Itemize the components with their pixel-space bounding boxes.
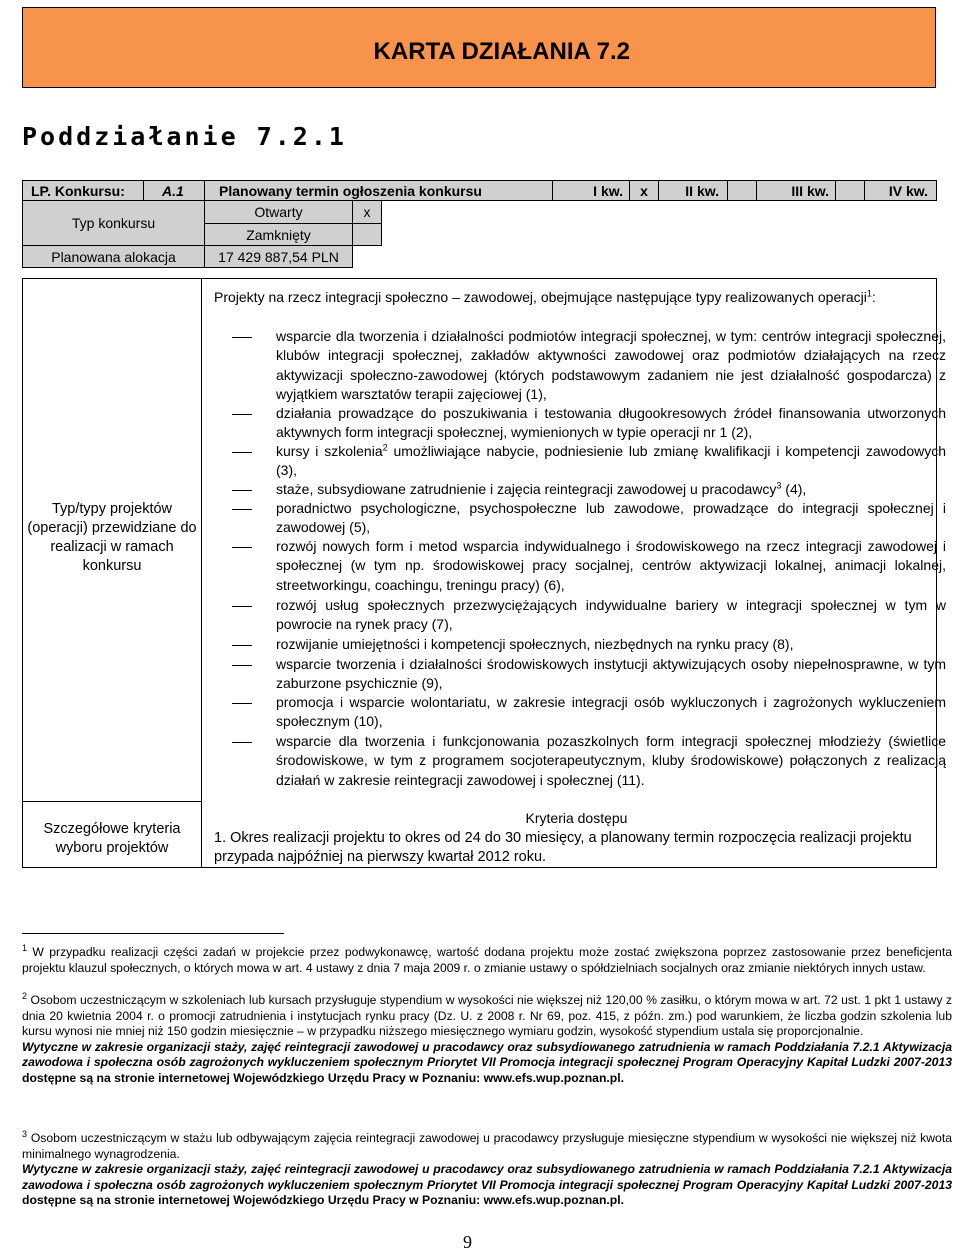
quarter-3-mark [835, 180, 865, 201]
subtitle: Poddziałanie 7.2.1 [22, 122, 347, 151]
list-dash [232, 509, 252, 510]
list-item: wsparcie tworzenia i działalności środowiskowych instytucji aktywizujących osoby niepełnosprawne, w tym zaburzone psychicznie (9), [276, 656, 946, 692]
list-dash [232, 645, 252, 646]
quarter-2-mark [727, 180, 757, 201]
alokacja-value: 17 429 887,54 PLN [204, 245, 353, 268]
quarter-3: III kw. [756, 180, 836, 201]
list-item: promocja i wsparcie wolontariatu, w zakresie integracji osób wykluczonych i zagrożonych wykluczeniem społecznym (10), [276, 694, 946, 730]
list-dash [232, 742, 252, 743]
criteria-heading: Kryteria dostępu [525, 810, 628, 826]
list-item: rozwój usług społecznych przezwyciężających indywidualne bariery w integracji społecznej w tym w powrocie na rynek pracy (7), [276, 597, 946, 633]
page-number: 9 [463, 1232, 472, 1252]
list-dash [232, 606, 252, 607]
list-item: działania prowadzące do poszukiwania i testowania długookresowych źródeł finansowania utworzonych aktywnych form integracji społecznej, wymienionych w typie operacji nr 1 (2), [276, 405, 946, 441]
list-dash [232, 665, 252, 666]
projects-intro: Projekty na rzecz integracji społeczno – zawodowej, obejmujące następujące typy realizowanych operacji$^1$: [214, 288, 876, 305]
criteria-item: 1. Okres realizacji projektu to okres od 24 do 30 miesięcy, a planowany termin rozpoczęcia realizacji projektu przypada najpóźniej na pierwszy kwartał 2012 roku. [214, 830, 912, 865]
lp-value: A.1 [143, 180, 205, 201]
zamkniety-label: Zamknięty [204, 223, 353, 246]
list-item: poradnictwo psychologiczne, psychospołeczne lub zawodowe, prowadzące do integracji społecznej i zawodowej (5), [276, 500, 946, 536]
termin-label: Planowany termin ogłoszenia konkursu [204, 180, 553, 201]
list-dash [232, 703, 252, 704]
project-types-label: Typ/typy projektów (operacji) przewidziane do realizacji w ramach konkursu [27, 501, 197, 574]
criteria-label: Szczegółowe kryteria wyboru projektów [43, 821, 181, 856]
row-divider [22, 801, 202, 802]
card-title: KARTA DZIAŁANIA 7.2 [373, 38, 630, 65]
footnote-2: $^2$ Osobom uczestniczącym w szkoleniach lub kursach przysługuje stypendium w wysokości nie większej niż 120,00 % zasiłku, o którym mowa w art. 72 ust. 1 pkt 1 ustawy z dnia 20 kwietnia 2004 r. o promocji zatrudnienia i instytucjach rynku pracy (Dz. U. z 2008 r. Nr 69, poz. 415, z późn. zm.) pod warunkiem, że liczba godzin szkolenia lub kursu wynosi nie mniej niż 150 godzin miesięcznie – w przypadku niższego miesięcznego wymiaru godzin, wysokość stypendium ustala się proporcjonalnie. Wytyczne w zakresie organizacji staży, zajęć reintegracji zawodowej u pracodawcy oraz subsydiowanego zatrudnienia w ramach Poddziałania 7.2.1 Aktywizacja zawodowa i społeczna osób zagrożonych wykluczeniem społecznym Priorytet VII Promocja integracji społecznej Program Operacyjny Kapitał Ludzki 2007-2013 dostępne są na stronie internetowej Wojewódzkiego Urzędu Pracy w Poznaniu: www.efs.wup.poznan.pl. [22, 990, 952, 1085]
zamkniety-mark [352, 223, 382, 246]
list-item: rozwój nowych form i metod wsparcia indywidualnego i środowiskowego na rzecz integracji zawodowej i społecznej (w tym np. środowiskowej pracy socjalnej, centrów aktywizacji lokalnej, animacji lokalnej, streetworkingu, coachingu, treningu pracy) (6), [276, 538, 946, 593]
list-item: rozwijanie umiejętności i kompetencji społecznych, niezbędnych na rynku pracy (8), [276, 636, 794, 652]
column-divider [201, 278, 202, 868]
list-dash [232, 452, 252, 453]
footnote-3: $^3$ Osobom uczestniczącym w stażu lub odbywającym zajęcia reintegracji zawodowej u pracodawcy przysługuje miesięczne stypendium w wysokości nie większej niż kwota minimalnego wynagrodzenia. Wytyczne w zakresie organizacji staży, zajęć reintegracji zawodowej u pracodawcy oraz subsydiowanego zatrudnienia w ramach Poddziałania 7.2.1 Aktywizacja zawodowa i społeczna osób zagrożonych wykluczeniem społecznym Priorytet VII Promocja integracji społecznej Program Operacyjny Kapitał Ludzki 2007-2013 dostępne są na stronie internetowej Wojewódzkiego Urzędu Pracy w Poznaniu: www.efs.wup.poznan.pl. [22, 1128, 952, 1207]
lp-label: LP. Konkursu: [22, 180, 144, 201]
typ-konkursu-label: Typ konkursu [22, 200, 205, 246]
quarter-1: I kw. [552, 180, 630, 201]
header-banner [22, 7, 936, 88]
list-item: wsparcie dla tworzenia i działalności podmiotów integracji społecznej, w tym: centrów integracji społecznej, klubów integracji społecznej, zakładów aktywności zawodowej oraz podmiotów działających na rzecz aktywizacji społeczno-zawodowej (których podstawowym zadaniem nie jest działalność gospodarcza) z wyjątkiem warsztatów terapii zajęciowej (1), [276, 328, 946, 402]
list-item: kursy i szkolenia$^2$ umożliwiające nabycie, podniesienie lub zmianę kwalifikacji i kompetencji zawodowych (3), [276, 442, 946, 479]
footnote-rule [22, 933, 284, 934]
list-item: staże, subsydiowane zatrudnienie i zajęcia reintegracji zawodowej u pracodawcy$^3$ (4), [276, 480, 807, 497]
list-dash [232, 490, 252, 491]
alokacja-label: Planowana alokacja [22, 245, 205, 268]
quarter-4: IV kw. [864, 180, 937, 201]
otwarty-mark: x [352, 200, 382, 224]
list-dash [232, 337, 252, 338]
quarter-2: II kw. [658, 180, 728, 201]
list-dash [232, 414, 252, 415]
list-dash [232, 547, 252, 548]
otwarty-label: Otwarty [204, 200, 353, 224]
list-item: wsparcie dla tworzenia i funkcjonowania pozaszkolnych form integracji społecznej młodzieży (świetlice środowiskowe, w tym z programem socjoterapeutycznym, kluby środowiskowe) połączonych z realizacją działań w zakresie reintegracji zawodowej i społecznej (11). [276, 733, 946, 788]
footnote-1: $^1$ W przypadku realizacji części zadań w projekcie przez podwykonawcę, wartość dodana projektu może zostać zwiększona poprzez zastosowanie przez beneficjenta projektu klauzul społecznych, o których mowa w art. 4 ustawy z dnia 7 maja 2009 r. o zmianie ustawy o spółdzielniach socjalnych oraz zmianie niektórych innych ustaw. [22, 942, 952, 975]
quarter-1-mark: x [629, 180, 659, 201]
